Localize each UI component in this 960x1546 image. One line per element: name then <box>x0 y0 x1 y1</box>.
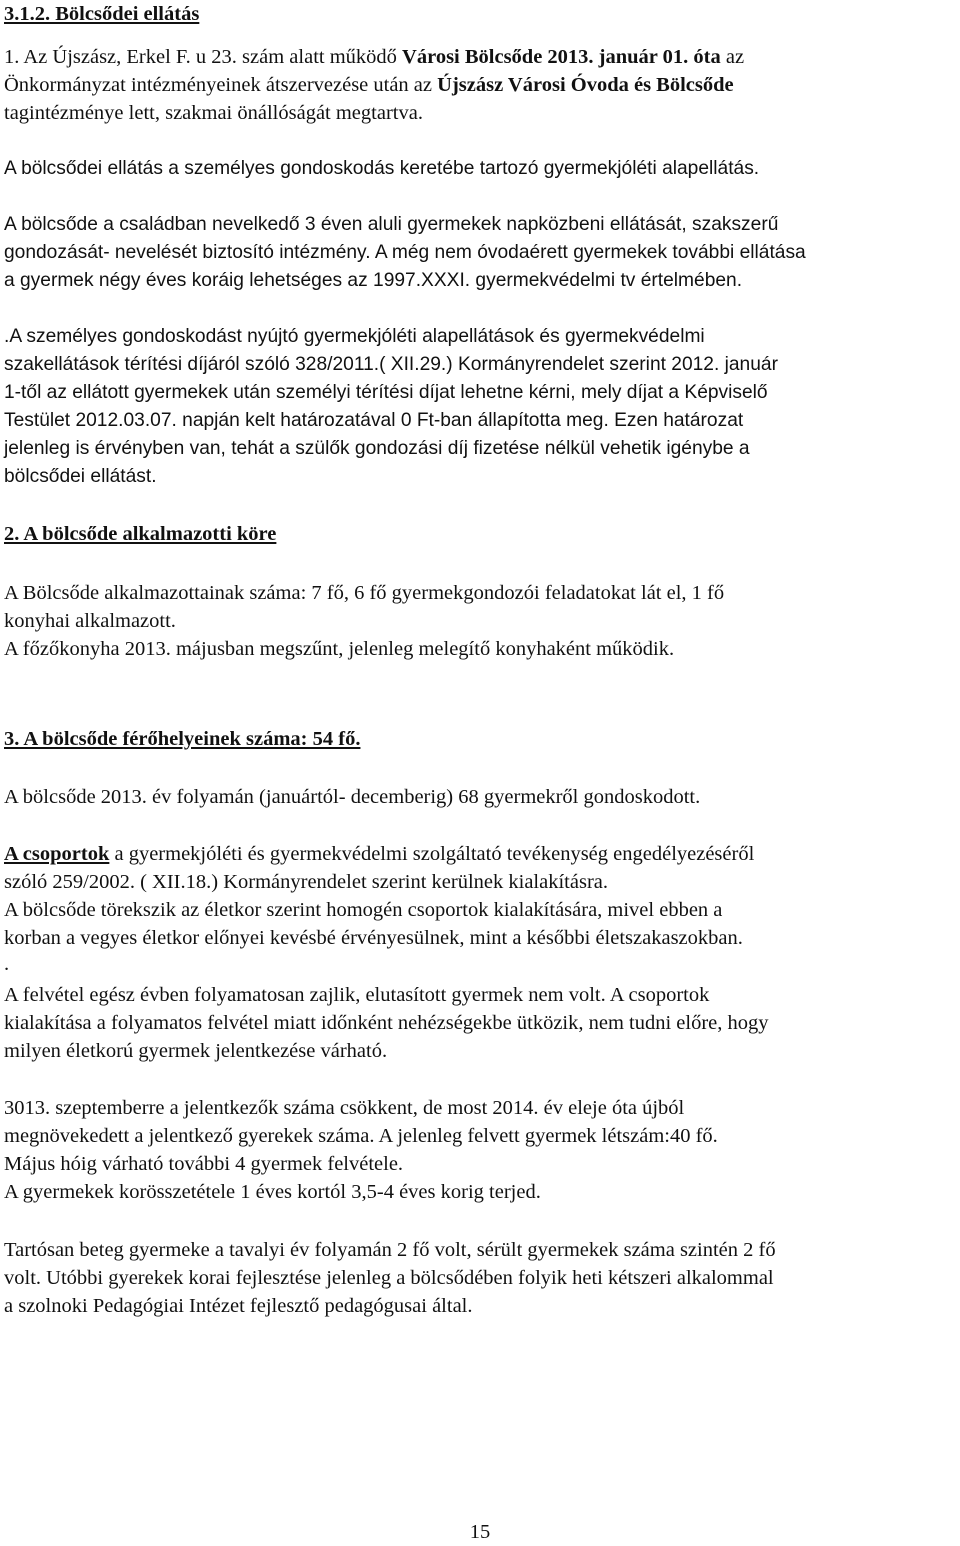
paragraph-7-line-5: . <box>4 953 10 975</box>
paragraph-5-line-1: A Bölcsőde alkalmazottainak száma: 7 fő, 6 fő gyermekgondozói feladatokat lát el, 1 fő <box>4 582 725 604</box>
paragraph-4-line-2: szakellátások térítési díjáról szóló 328/2011.( XII.29.) Kormányrendelet szerint 2012. január <box>4 354 778 375</box>
paragraph-1-line-1 <box>4 43 744 71</box>
paragraph-8-line-1: A felvétel egész évben folyamatosan zajlik, elutasított gyermek nem volt. A csoportok <box>4 984 710 1006</box>
paragraph-7-line-2: szóló 259/2002. ( XII.18.) Kormányrendelet szerint kerülnek kialakításra. <box>4 871 608 893</box>
section-title: 3.1.2. Bölcsődei ellátás <box>4 3 200 25</box>
paragraph-8-line-3: milyen életkorú gyermek jelentkezése várható. <box>4 1040 388 1062</box>
text-span: a gyermekjóléti és gyermekvédelmi szolgáltató tevékenység engedélyezéséről <box>109 843 755 865</box>
paragraph-3-line-1: A bölcsőde a családban nevelkedő 3 éven aluli gyermekek napközbeni ellátását, szakszerű <box>4 214 779 235</box>
paragraph-4-line-3: 1-től az ellátott gyermekek után személyi térítési díjat lehetne kérni, mely díjat a Képviselő <box>4 382 768 403</box>
paragraph-3-line-2 <box>4 239 806 267</box>
paragraph-5-line-3: A főzőkonyha 2013. májusban megszűnt, jelenleg melegítő konyhaként működik. <box>4 638 675 660</box>
paragraph-9-line-2: megnövekedett a jelentkező gyerekek száma. A jelenleg felvett gyermek létszám:40 fő. <box>4 1125 718 1147</box>
paragraph-7-line-3: A bölcsőde törekszik az életkor szerint homogén csoportok kialakítására, mivel ebben a <box>4 899 723 921</box>
paragraph-9-line-4: A gyermekek korösszetétele 1 éves kortól 3,5-4 éves korig terjed. <box>4 1181 541 1203</box>
paragraph-9-line-1: 3013. szeptemberre a jelentkezők száma csökkent, de most 2014. év eleje óta újból <box>4 1097 685 1119</box>
heading-2: 2. A bölcsőde alkalmazotti köre <box>4 523 277 545</box>
paragraph-9-line-3: Május hóig várható további 4 gyermek felvétele. <box>4 1153 404 1175</box>
bold-span: Újszász Városi Óvoda és Bölcsőde <box>437 74 734 96</box>
text-span: az <box>720 46 745 68</box>
paragraph-7-line-4: korban a vegyes életkor előnyei kevésbé érvényesülnek, mint a későbbi életszakaszokban. <box>4 927 743 949</box>
bold-span: A csoportok <box>4 843 110 865</box>
paragraph-1-line-3: tagintézménye lett, szakmai önállóságát megtartva. <box>4 102 423 124</box>
bold-span: Városi Bölcsőde 2013. január 01. óta <box>402 46 721 68</box>
page-number: 15 <box>469 1521 491 1543</box>
paragraph-4-line-4: Testület 2012.03.07. napján kelt határozatával 0 Ft-ban állapította meg. Ezen határozat <box>4 410 744 431</box>
paragraph-3-line-3: a gyermek négy éves koráig lehetséges az 1997.XXXI. gyermekvédelmi tv értelmében. <box>4 270 743 291</box>
paragraph-10-line-2: volt. Utóbbi gyerekek korai fejlesztése jelenleg a bölcsődében folyik heti kétszeri alkalommal <box>4 1267 774 1289</box>
paragraph-10-line-1: Tartósan beteg gyermeke a tavalyi év folyamán 2 fő volt, sérült gyermekek száma szintén 2 fő <box>4 1239 776 1261</box>
paragraph-4-line-1: .A személyes gondoskodást nyújtó gyermekjóléti alapellátások és gyermekvédelmi <box>4 326 705 347</box>
paragraph-4-line-5: jelenleg is érvényben van, tehát a szülők gondozási díj fizetése nélkül vehetik igénybe a <box>4 438 750 459</box>
text-span: 1. Az Újszász, Erkel F. u 23. szám alatt működő <box>4 46 403 68</box>
paragraph-8-line-2: kialakítása a folyamatos felvétel miatt időnként nehézségekbe ütközik, nem tudni előre, hogy <box>4 1012 769 1034</box>
paragraph-7-line-1 <box>4 840 754 868</box>
paragraph-6: A bölcsőde 2013. év folyamán (januártól- decemberig) 68 gyermekről gondoskodott. <box>4 786 701 808</box>
paragraph-1-line-2 <box>4 71 734 99</box>
text-span: A még nem óvodaérett gyermekek további ellátása <box>370 242 806 263</box>
heading-3: 3. A bölcsőde férőhelyeinek száma: 54 fő. <box>4 728 361 750</box>
paragraph-5-line-2: konyhai alkalmazott. <box>4 610 176 632</box>
paragraph-10-line-3: a szolnoki Pedagógiai Intézet fejlesztő pedagógusai által. <box>4 1295 473 1317</box>
paragraph-2: A bölcsődei ellátás a személyes gondoskodás keretébe tartozó gyermekjóléti alapellátás. <box>4 158 760 179</box>
paragraph-4-line-6: bölcsődei ellátást. <box>4 466 157 487</box>
text-span: gondozását- nevelését biztosító intézmény. <box>4 242 371 263</box>
text-span: Önkormányzat intézményeinek átszervezése után az <box>4 74 438 96</box>
